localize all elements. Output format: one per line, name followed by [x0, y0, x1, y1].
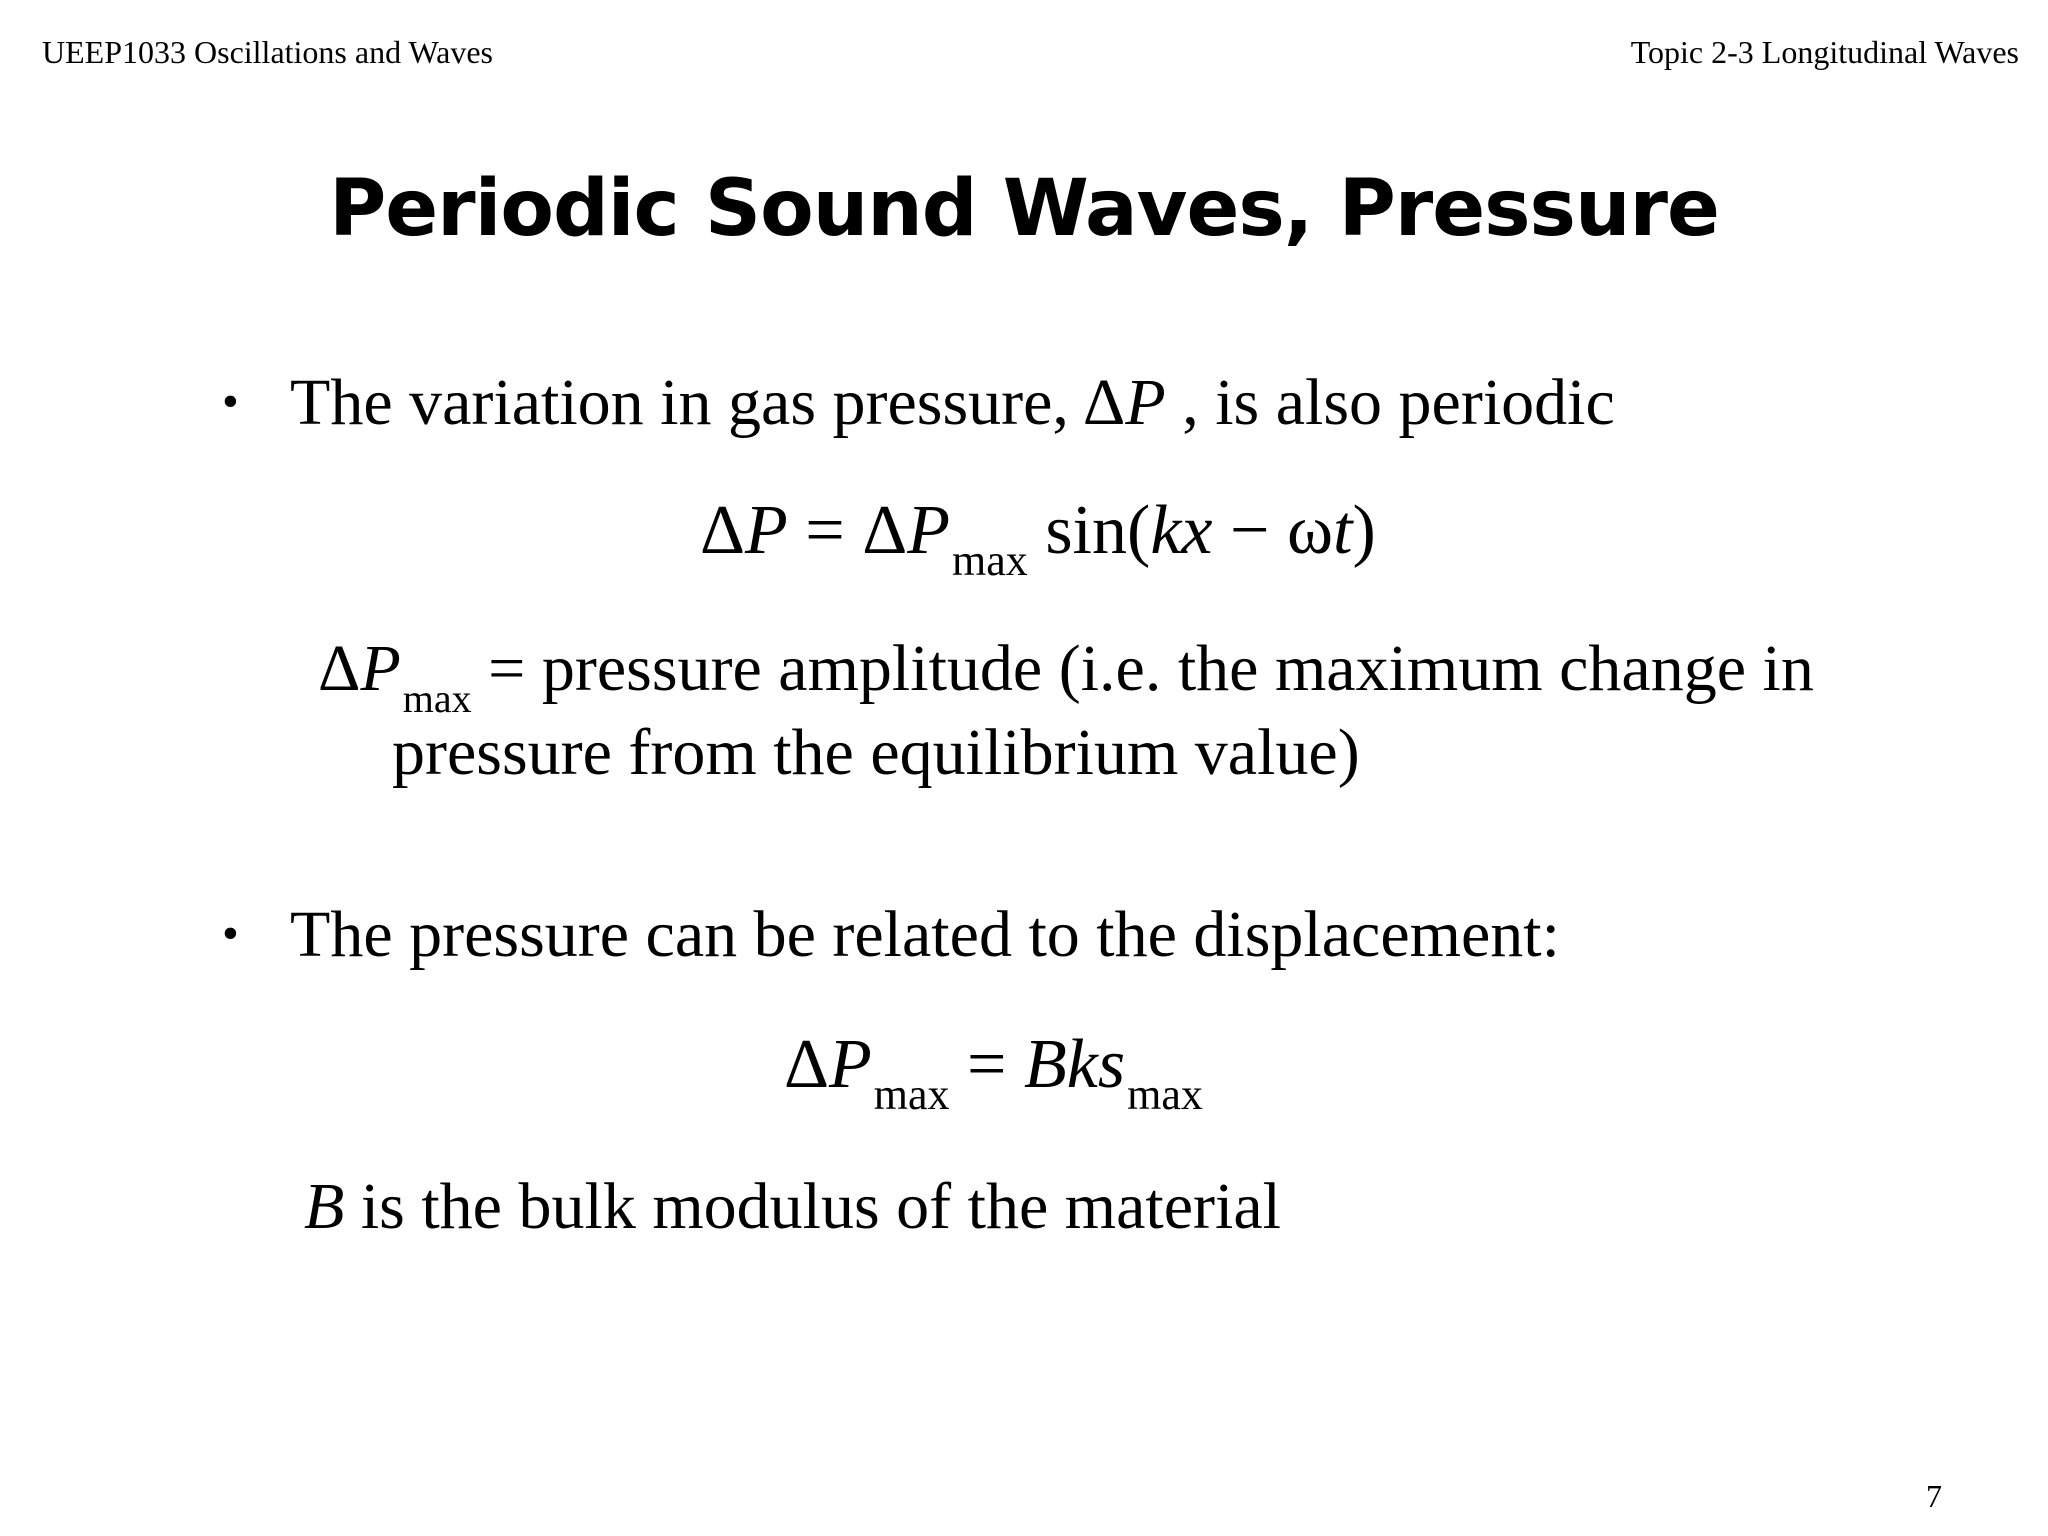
- def2-text: is the bulk modulus of the material: [344, 1170, 1281, 1243]
- def1-delta: Δ: [318, 632, 361, 705]
- eq1-k: k: [1150, 492, 1182, 569]
- eq1-rhs-p: P: [907, 492, 951, 569]
- def2-b: B: [304, 1170, 345, 1243]
- slide-title: Periodic Sound Waves, Pressure: [329, 164, 1719, 254]
- eq2-rhs: Bks: [1024, 1026, 1126, 1103]
- header-course: UEEP1033 Oscillations and Waves: [42, 34, 493, 70]
- header-topic: Topic 2-3 Longitudinal Waves: [1630, 34, 2019, 70]
- definition-pressure-amplitude: [318, 632, 1814, 721]
- eq1-rhs-sub: max: [952, 536, 1028, 585]
- page-number: 7: [1926, 1478, 1942, 1514]
- bullet1-text-before: The variation in gas pressure,: [290, 366, 1069, 439]
- bullet-text-1: [290, 366, 1615, 439]
- eq2-lhs-sub: max: [873, 1070, 950, 1119]
- bullet-marker-1: •: [222, 375, 239, 428]
- eq1-lhs-p: P: [745, 492, 788, 569]
- eq1-rhs-delta: Δ: [862, 492, 908, 569]
- definition-pressure-amplitude-line2: pressure from the equilibrium value): [392, 716, 1360, 789]
- bullet1-delta-symbol: Δ: [1082, 366, 1126, 439]
- def1-p: P: [360, 632, 401, 705]
- bullet-text-2: The pressure can be related to the displacement:: [290, 898, 1560, 971]
- bullet1-text-after: , is also periodic: [1165, 366, 1615, 439]
- eq1-t: t: [1333, 492, 1353, 569]
- bullet1-p-symbol: P: [1125, 366, 1166, 439]
- eq1-lhs-delta: Δ: [700, 492, 746, 569]
- eq1-x: x: [1181, 492, 1213, 569]
- eq2-lhs-delta: Δ: [784, 1026, 830, 1103]
- def1-sub: max: [402, 676, 472, 721]
- bullet-marker-2: •: [222, 907, 239, 960]
- equation-pressure-wave: [700, 492, 1376, 585]
- equation-pressure-displacement: [784, 1026, 1203, 1119]
- eq1-omega: ω: [1286, 492, 1334, 569]
- eq1-equals: =: [787, 492, 863, 569]
- eq2-rhs-sub: max: [1127, 1070, 1203, 1119]
- definition-bulk-modulus: [304, 1170, 1281, 1243]
- eq1-func: sin(: [1027, 492, 1151, 569]
- eq1-minus: −: [1212, 492, 1287, 569]
- eq2-lhs-p: P: [829, 1026, 872, 1103]
- def1-line1: = pressure amplitude (i.e. the maximum change in: [471, 632, 1814, 705]
- eq1-close: ): [1352, 492, 1376, 569]
- eq2-equals: =: [949, 1026, 1025, 1103]
